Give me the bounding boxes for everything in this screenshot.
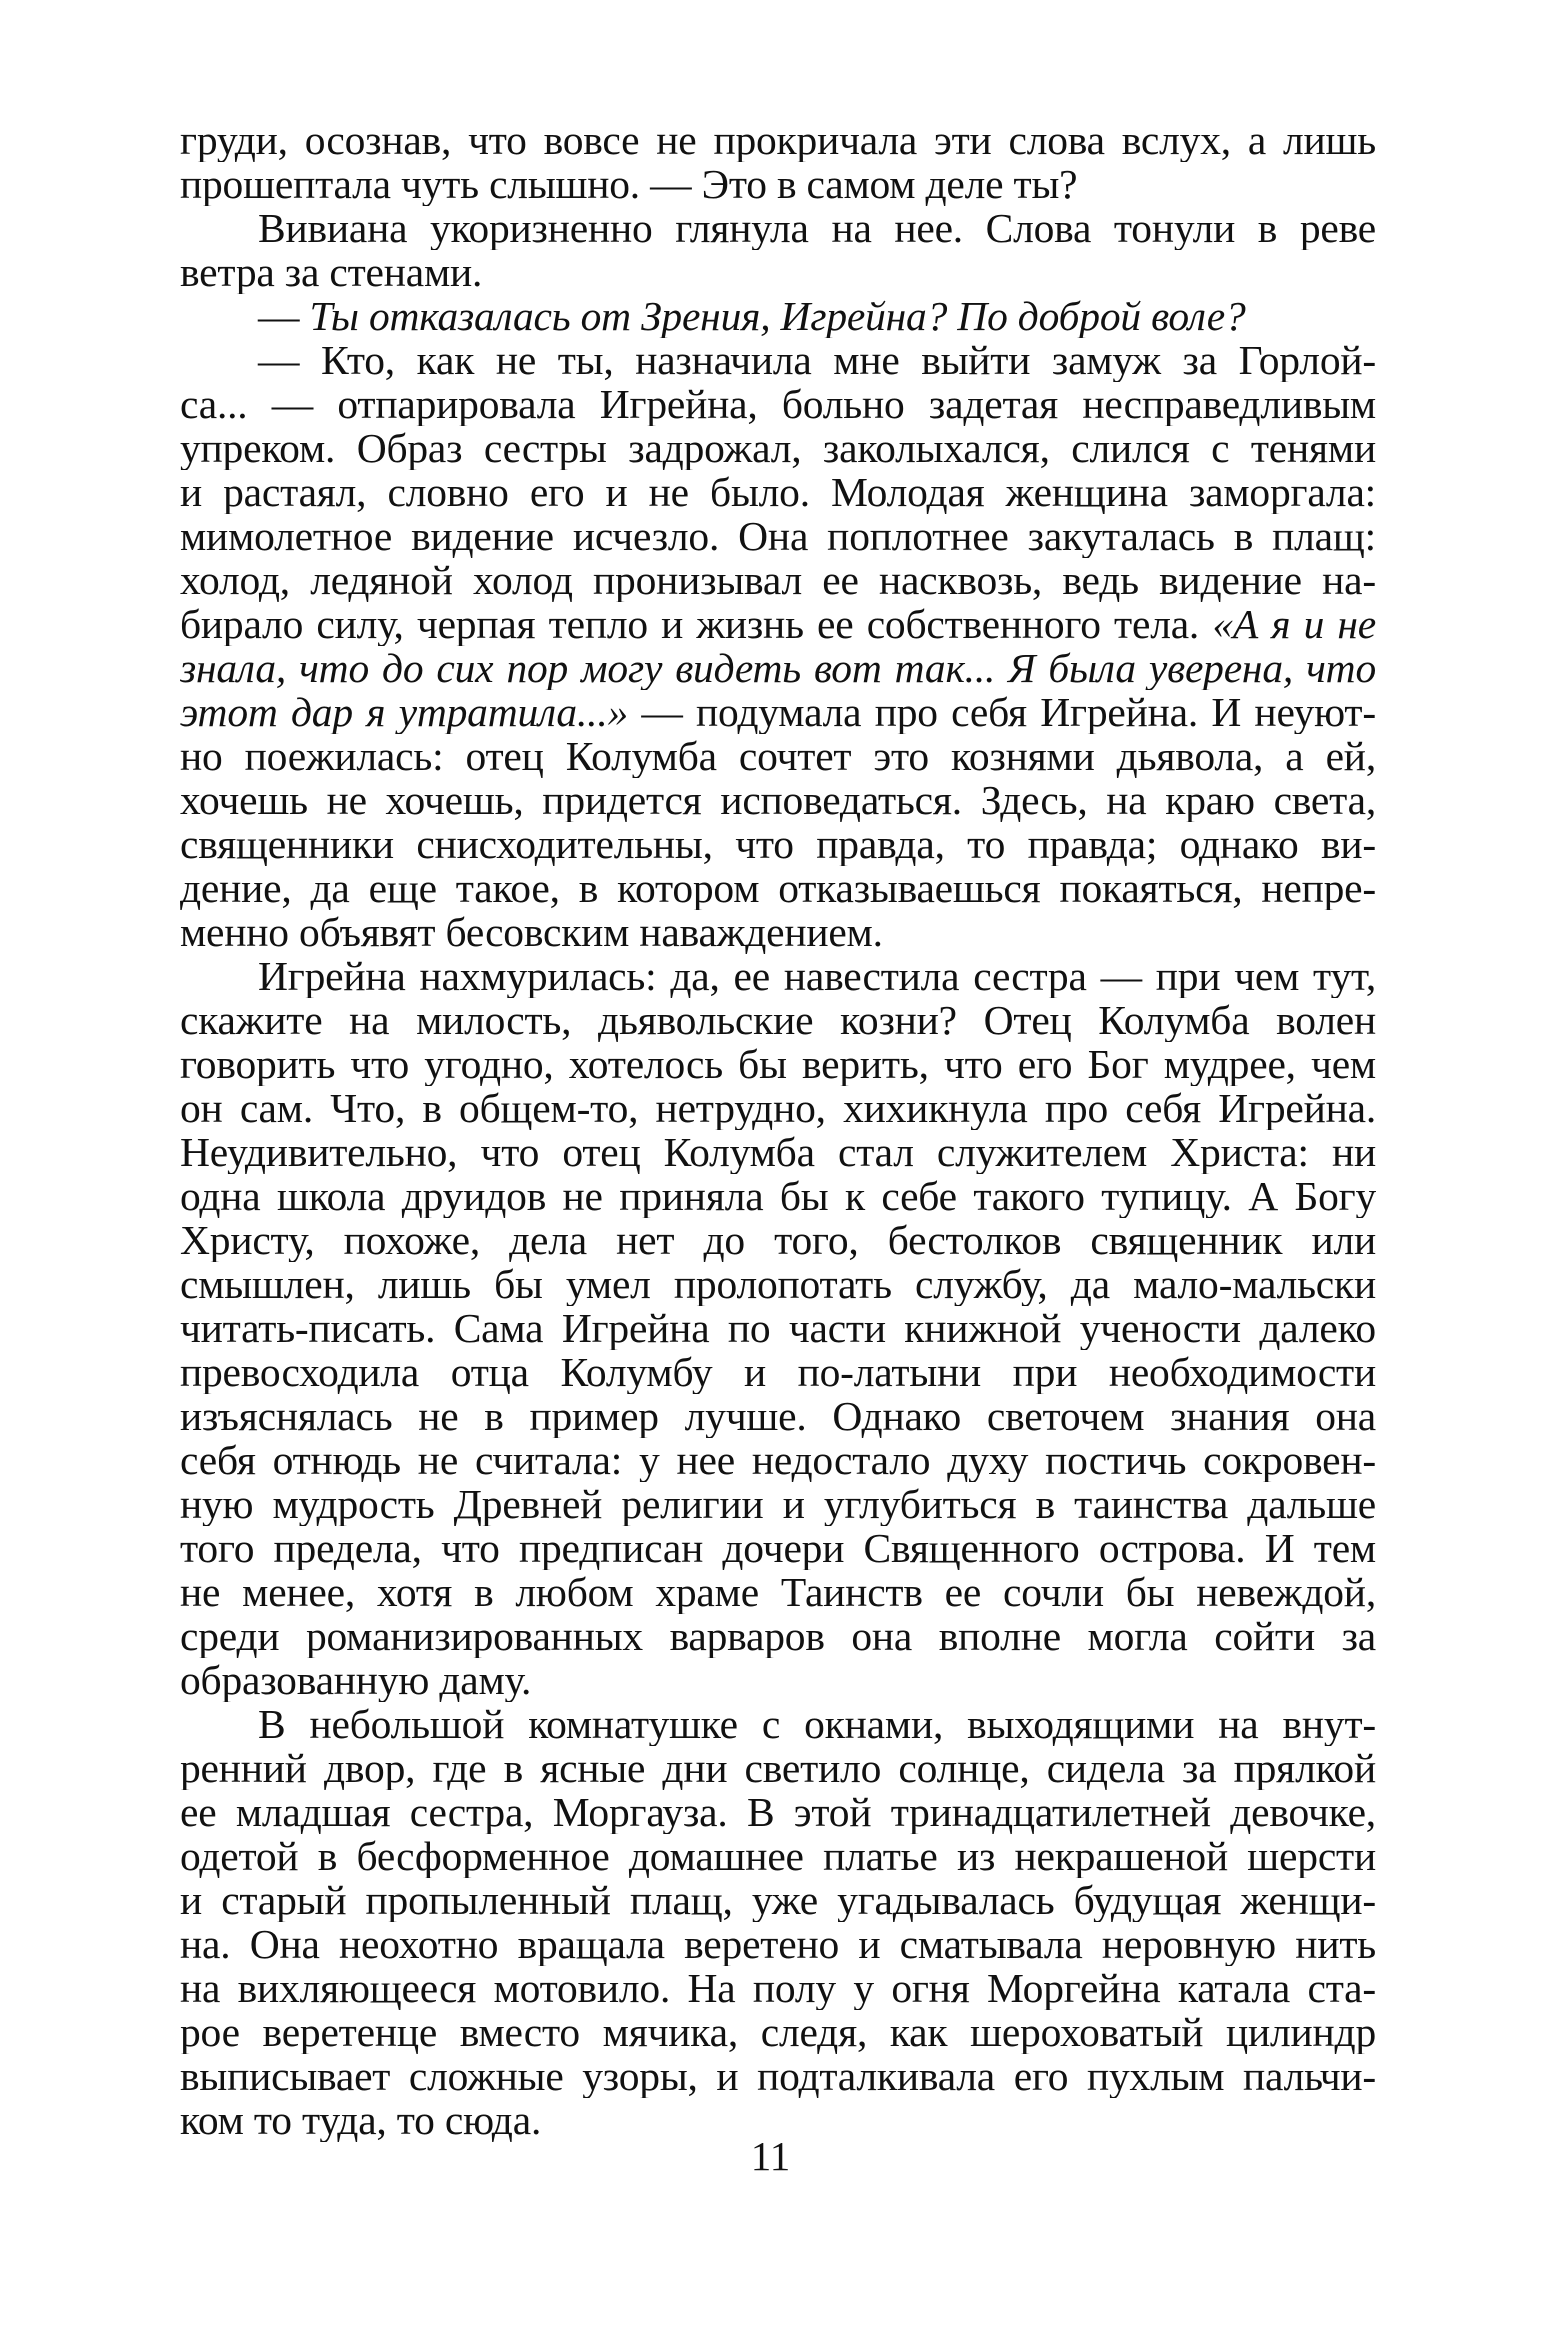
text-line [180,514,1376,558]
text-line [180,162,1376,206]
text-line [180,910,1376,954]
text-run: ее младшая сестра, Моргауза. В этой тринадцатилетней девочке, [180,1790,1376,1834]
text-run: на. Она неохотно вращала веретено и сматывала неровную нить [180,1922,1376,1966]
text-run: не менее, хотя в любом храме Таинств ее сочли бы невеждой, [180,1570,1376,1614]
text-run: ренний двор, где в ясные дни светило солнце, сидела за прялкой [180,1746,1376,1790]
text-run: но поежилась: отец Колумба сочтет это кознями дьявола, а ей, [180,734,1376,778]
text-run: и старый пропыленный плащ, уже угадывалась будущая женщи- [180,1878,1376,1922]
page-number: 11 [750,2133,791,2179]
text-line [180,1614,1376,1658]
text-run: смышлен, лишь бы умел пролопотать службу, да мало-мальски [180,1262,1376,1306]
text-run: хочешь не хочешь, придется исповедаться. Здесь, на краю света, [180,778,1376,822]
text-run: изъяснялась не в пример лучше. Однако светочем знания она [180,1394,1376,1438]
italic-text-run: знала, что до сих пор могу видеть вот так... Я была уверена, что [180,646,1376,690]
text-run: В небольшой комнатушке с окнами, выходящими на внут- [258,1702,1376,1746]
text-run: бирало силу, черпая тепло и жизнь ее собственного тела. [180,602,1213,646]
text-run: скажите на милость, дьявольские козни? Отец Колумба волен [180,998,1376,1042]
text-run: ком то туда, то сюда. [180,2098,542,2142]
text-line [180,1746,1376,1790]
text-run: одна школа друидов не приняла бы к себе такого тупицу. А Богу [180,1174,1376,1218]
text-run: менно объявят бесовским наваждением. [180,910,883,954]
text-run: Христу, похоже, дела нет до того, бестолков священник или [180,1218,1376,1262]
text-line [180,1262,1376,1306]
text-run: образованную даму. [180,1658,532,1702]
text-line [180,206,1376,250]
text-run: превосходила отца Колумбу и по-латыни при необходимости [180,1350,1376,1394]
text-line [180,2054,1376,2098]
text-line [180,1878,1376,1922]
text-line [180,866,1376,910]
text-line [180,1526,1376,1570]
text-line [180,1218,1376,1262]
text-run: дение, да еще такое, в котором отказываешься покаяться, непре- [180,866,1376,910]
text-run: священники снисходительны, что правда, то правда; однако ви- [180,822,1376,866]
text-line [180,1306,1376,1350]
text-run: Вивиана укоризненно глянула на нее. Слова тонули в реве [258,206,1376,250]
italic-text-run: этот дар я утратила...» [180,690,629,734]
text-line [180,1394,1376,1438]
text-run: среди романизированных варваров она вполне могла сойти за [180,1614,1376,1658]
text-run: выписывает сложные узоры, и подталкивала его пухлым пальчи- [180,2054,1376,2098]
text-run: читать-писать. Сама Игрейна по части книжной учености далеко [180,1306,1376,1350]
text-run: — подумала про себя Игрейна. И неуют- [628,690,1376,734]
text-line [180,1702,1376,1746]
text-run: рое веретенце вместо мячика, следя, как шероховатый цилиндр [180,2010,1376,2054]
text-run: того предела, что предписан дочери Священного острова. И тем [180,1526,1376,1570]
text-run: — [258,294,310,338]
text-run: себя отнюдь не считала: у нее недостало духу постичь сокровен- [180,1438,1376,1482]
text-line [180,778,1376,822]
text-line [180,1658,1376,1702]
text-line [180,2010,1376,2054]
text-run: Игрейна нахмурилась: да, ее навестила сестра — при чем тут, [258,954,1376,998]
text-line [180,690,1376,734]
text-line [180,294,1376,338]
text-line [180,1966,1376,2010]
text-line [180,1130,1376,1174]
text-run: говорить что угодно, хотелось бы верить, что его Бог мудрее, чем [180,1042,1376,1086]
text-line [180,558,1376,602]
text-line [180,1438,1376,1482]
text-line [180,1482,1376,1526]
text-run: — Кто, как не ты, назначила мне выйти замуж за Горлой- [258,338,1376,382]
text-line [180,1570,1376,1614]
text-line [180,822,1376,866]
text-run: ную мудрость Древней религии и углубиться в таинства дальше [180,1482,1376,1526]
text-line [180,426,1376,470]
text-line [180,1174,1376,1218]
text-line [180,118,1376,162]
text-run: груди, осознав, что вовсе не прокричала эти слова вслух, а лишь [180,118,1376,162]
text-run: Неудивительно, что отец Колумба стал служителем Христа: ни [180,1130,1376,1174]
text-run: он сам. Что, в общем-то, нетрудно, хихикнула про себя Игрейна. [180,1086,1376,1130]
text-run: прошептала чуть слышно. — Это в самом деле ты? [180,162,1078,206]
italic-text-run: Ты отказалась от Зрения, Игрейна? По доброй воле? [309,294,1246,338]
italic-text-run: «А я и не [1212,602,1376,646]
text-run: на вихляющееся мотовило. На полу у огня Моргейна катала ста- [180,1966,1376,2010]
text-run: и растаял, словно его и не было. Молодая женщина заморгала: [180,470,1376,514]
text-line [180,646,1376,690]
text-run: мимолетное видение исчезло. Она поплотнее закуталась в плащ: [180,514,1376,558]
text-line [180,1086,1376,1130]
text-line [180,954,1376,998]
text-run: упреком. Образ сестры задрожал, заколыхался, слился с тенями [180,426,1376,470]
text-line [180,1922,1376,1966]
text-line [180,470,1376,514]
text-run: ветра за стенами. [180,250,483,294]
text-line [180,602,1376,646]
text-line [180,1790,1376,1834]
text-line [180,1042,1376,1086]
text-line [180,382,1376,426]
text-line [180,1350,1376,1394]
text-line [180,734,1376,778]
text-line [180,338,1376,382]
book-page-text [180,118,1376,2142]
text-line [180,250,1376,294]
text-run: са... — отпарировала Игрейна, больно задетая несправедливым [180,382,1376,426]
text-run: одетой в бесформенное домашнее платье из некрашеной шерсти [180,1834,1376,1878]
text-line [180,1834,1376,1878]
text-run: холод, ледяной холод пронизывал ее насквозь, ведь видение на- [180,558,1376,602]
text-line [180,998,1376,1042]
